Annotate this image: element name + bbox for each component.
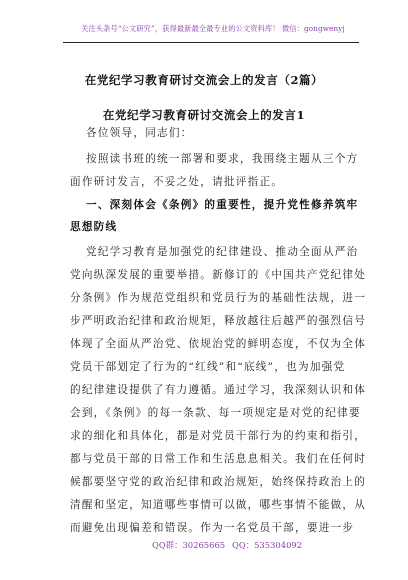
header-divider bbox=[63, 42, 359, 43]
heading-line: 思想防线 bbox=[70, 221, 118, 233]
paragraph-line: 按照读书班的统一部署和要求，我围绕主题从三个方 bbox=[86, 153, 359, 165]
footer-qq-group: QQ群：30265665 bbox=[152, 540, 226, 550]
paragraph-line: 党纪学习教育是加强党的纪律建设、推动全面从严治 bbox=[86, 246, 359, 258]
paragraph-line: 步严明政治纪律和政治规矩，释放越往后越严的强烈信号 bbox=[70, 315, 367, 327]
salutation: 各位领导，同志们： bbox=[86, 127, 193, 139]
paragraph-line: 党向纵深发展的重要举措。新修订的《中国共产党纪律处 bbox=[70, 269, 367, 281]
paragraph-line: 清醒和坚定，知道哪些事情可以做，哪些事情不能做，从 bbox=[70, 499, 367, 511]
heading-line: 一、深刻体会《条例》的重要性，提升党性修养筑牢 bbox=[86, 199, 359, 211]
paragraph-line: 分条例》作为规范党组织和党员行为的基础性法规，进一 bbox=[70, 292, 367, 304]
header-banner: 关注头条号“公文研究”，获得最新最全最专业的公文资料库！ 微信：gongwenyj bbox=[81, 24, 345, 33]
section-title: 在党纪学习教育研讨交流会上的发言1 bbox=[102, 108, 306, 122]
footer-qq-contact: QQ：535304092 bbox=[232, 540, 303, 550]
document-title: 在党纪学习教育研讨交流会上的发言（2篇） bbox=[84, 73, 324, 87]
paragraph-line: 的纪律建设提供了有力遵循。通过学习，我深刻认识和体 bbox=[70, 384, 367, 396]
paragraph-line: 候都要坚守党的政治纪律和政治规矩，始终保持政治上的 bbox=[70, 476, 367, 488]
paragraph-line: 体现了全面从严治党、依规治党的鲜明态度，不仅为全体 bbox=[70, 338, 367, 350]
paragraph-line: 党员干部划定了行为的“红线”和“底线”，也为加强党 bbox=[70, 361, 346, 373]
paragraph-line: 会到，《条例》的每一条款、每一项规定是对党的纪律要 bbox=[70, 407, 361, 419]
paragraph-line: 面作研讨发言，不妥之处，请批评指正。 bbox=[70, 176, 284, 188]
paragraph-line: 而避免出现偏差和错误。作为一名党员干部，要进一步 bbox=[70, 522, 355, 534]
paragraph-line: 求的细化和具体化，都是对党员干部行为的约束和指引， bbox=[70, 430, 367, 442]
paragraph-line: 都与党员干部的日常工作和生活息息相关。我们在任何时 bbox=[70, 453, 367, 465]
